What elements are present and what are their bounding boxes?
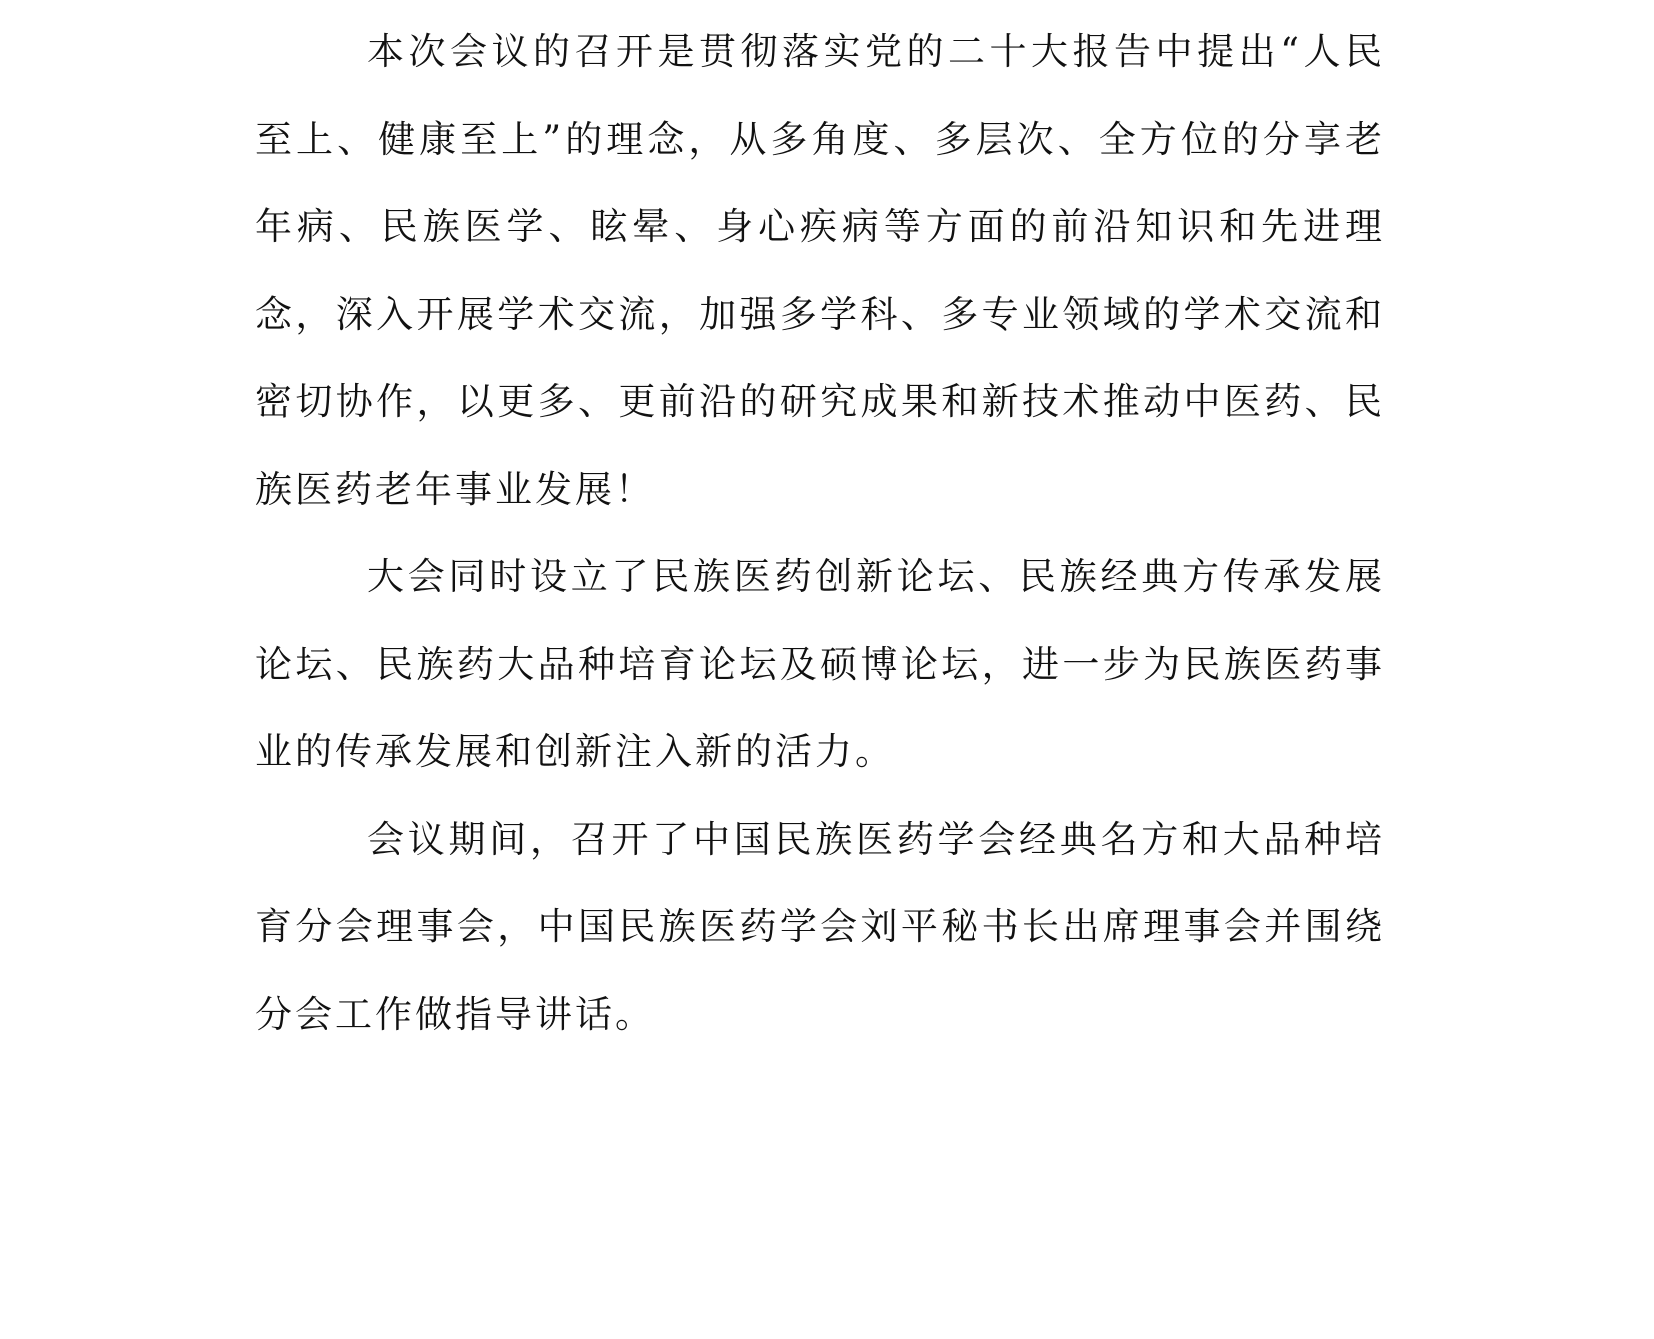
paragraph-forums: 大会同时设立了民族医药创新论坛、民族经典方传承发展论坛、民族药大品种培育论坛及硕博论坛，进一步为民族医药事业的传承发展和创新注入新的活力。 [255,555,1385,773]
paragraph-conference-purpose: 本次会议的召开是贯彻落实党的二十大报告中提出“人民至上、健康至上”的理念，从多角度、多层次、全方位的分享老年病、民族医学、眩晕、身心疾病等方面的前沿知识和先进理念，深入开展学术交流，加强多学科、多专业领域的学术交流和密切协作，以更多、更前沿的研究成果和新技术推动中医药、民族医药老年事业发展！ [255,30,1385,511]
body-text [255,8,1385,1058]
paragraph-council-meeting: 会议期间，召开了中国民族医药学会经典名方和大品种培育分会理事会，中国民族医药学会刘平秘书长出席理事会并围绕分会工作做指导讲话。 [255,817,1385,1036]
